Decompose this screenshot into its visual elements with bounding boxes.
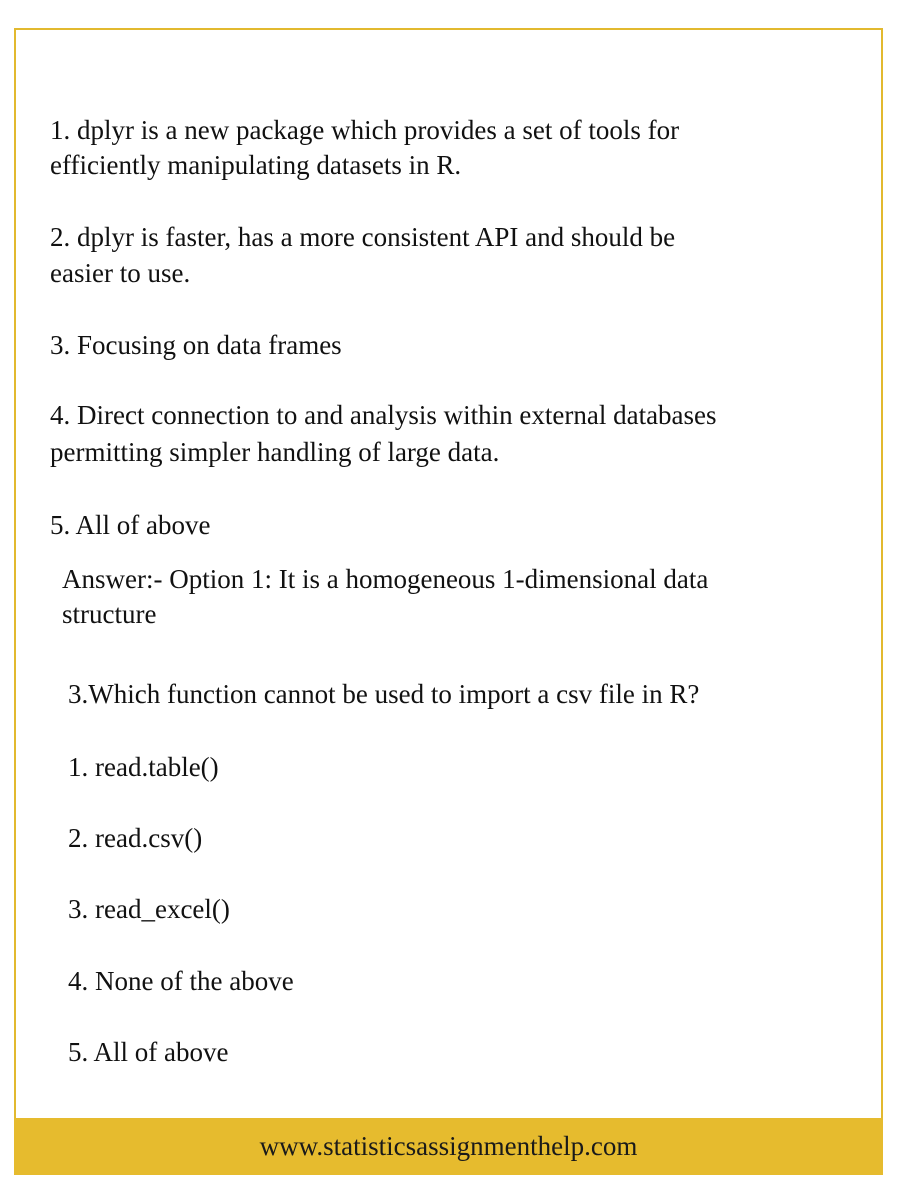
answer-line-1: Answer:- Option 1: It is a homogeneous 1-dimensional data	[62, 564, 709, 594]
option-4-line-1: 4. Direct connection to and analysis within external databases	[50, 400, 717, 430]
footer-website: www.statisticsassignmenthelp.com	[259, 1131, 638, 1161]
option-1-line-1: 1. dplyr is a new package which provides a set of tools for	[50, 115, 680, 145]
footer-bar	[14, 1118, 883, 1175]
option-3: 3. Focusing on data frames	[50, 330, 342, 360]
q3-option-5: 5. All of above	[68, 1037, 229, 1067]
question-3-title: 3.Which function cannot be used to import a csv file in R?	[68, 679, 700, 709]
option-4-line-2: permitting simpler handling of large data.	[50, 437, 500, 467]
option-1-line-2: efficiently manipulating datasets in R.	[50, 150, 462, 180]
option-2-line-1: 2. dplyr is faster, has a more consistent API and should be	[50, 222, 676, 252]
q3-option-1: 1. read.table()	[68, 752, 219, 782]
option-2-line-2: easier to use.	[50, 258, 191, 288]
option-5: 5. All of above	[50, 510, 211, 540]
answer-line-2: structure	[62, 599, 157, 629]
q3-option-4: 4. None of the above	[68, 966, 294, 996]
q3-option-2: 2. read.csv()	[68, 823, 203, 853]
q3-option-3: 3. read_excel()	[68, 894, 230, 924]
